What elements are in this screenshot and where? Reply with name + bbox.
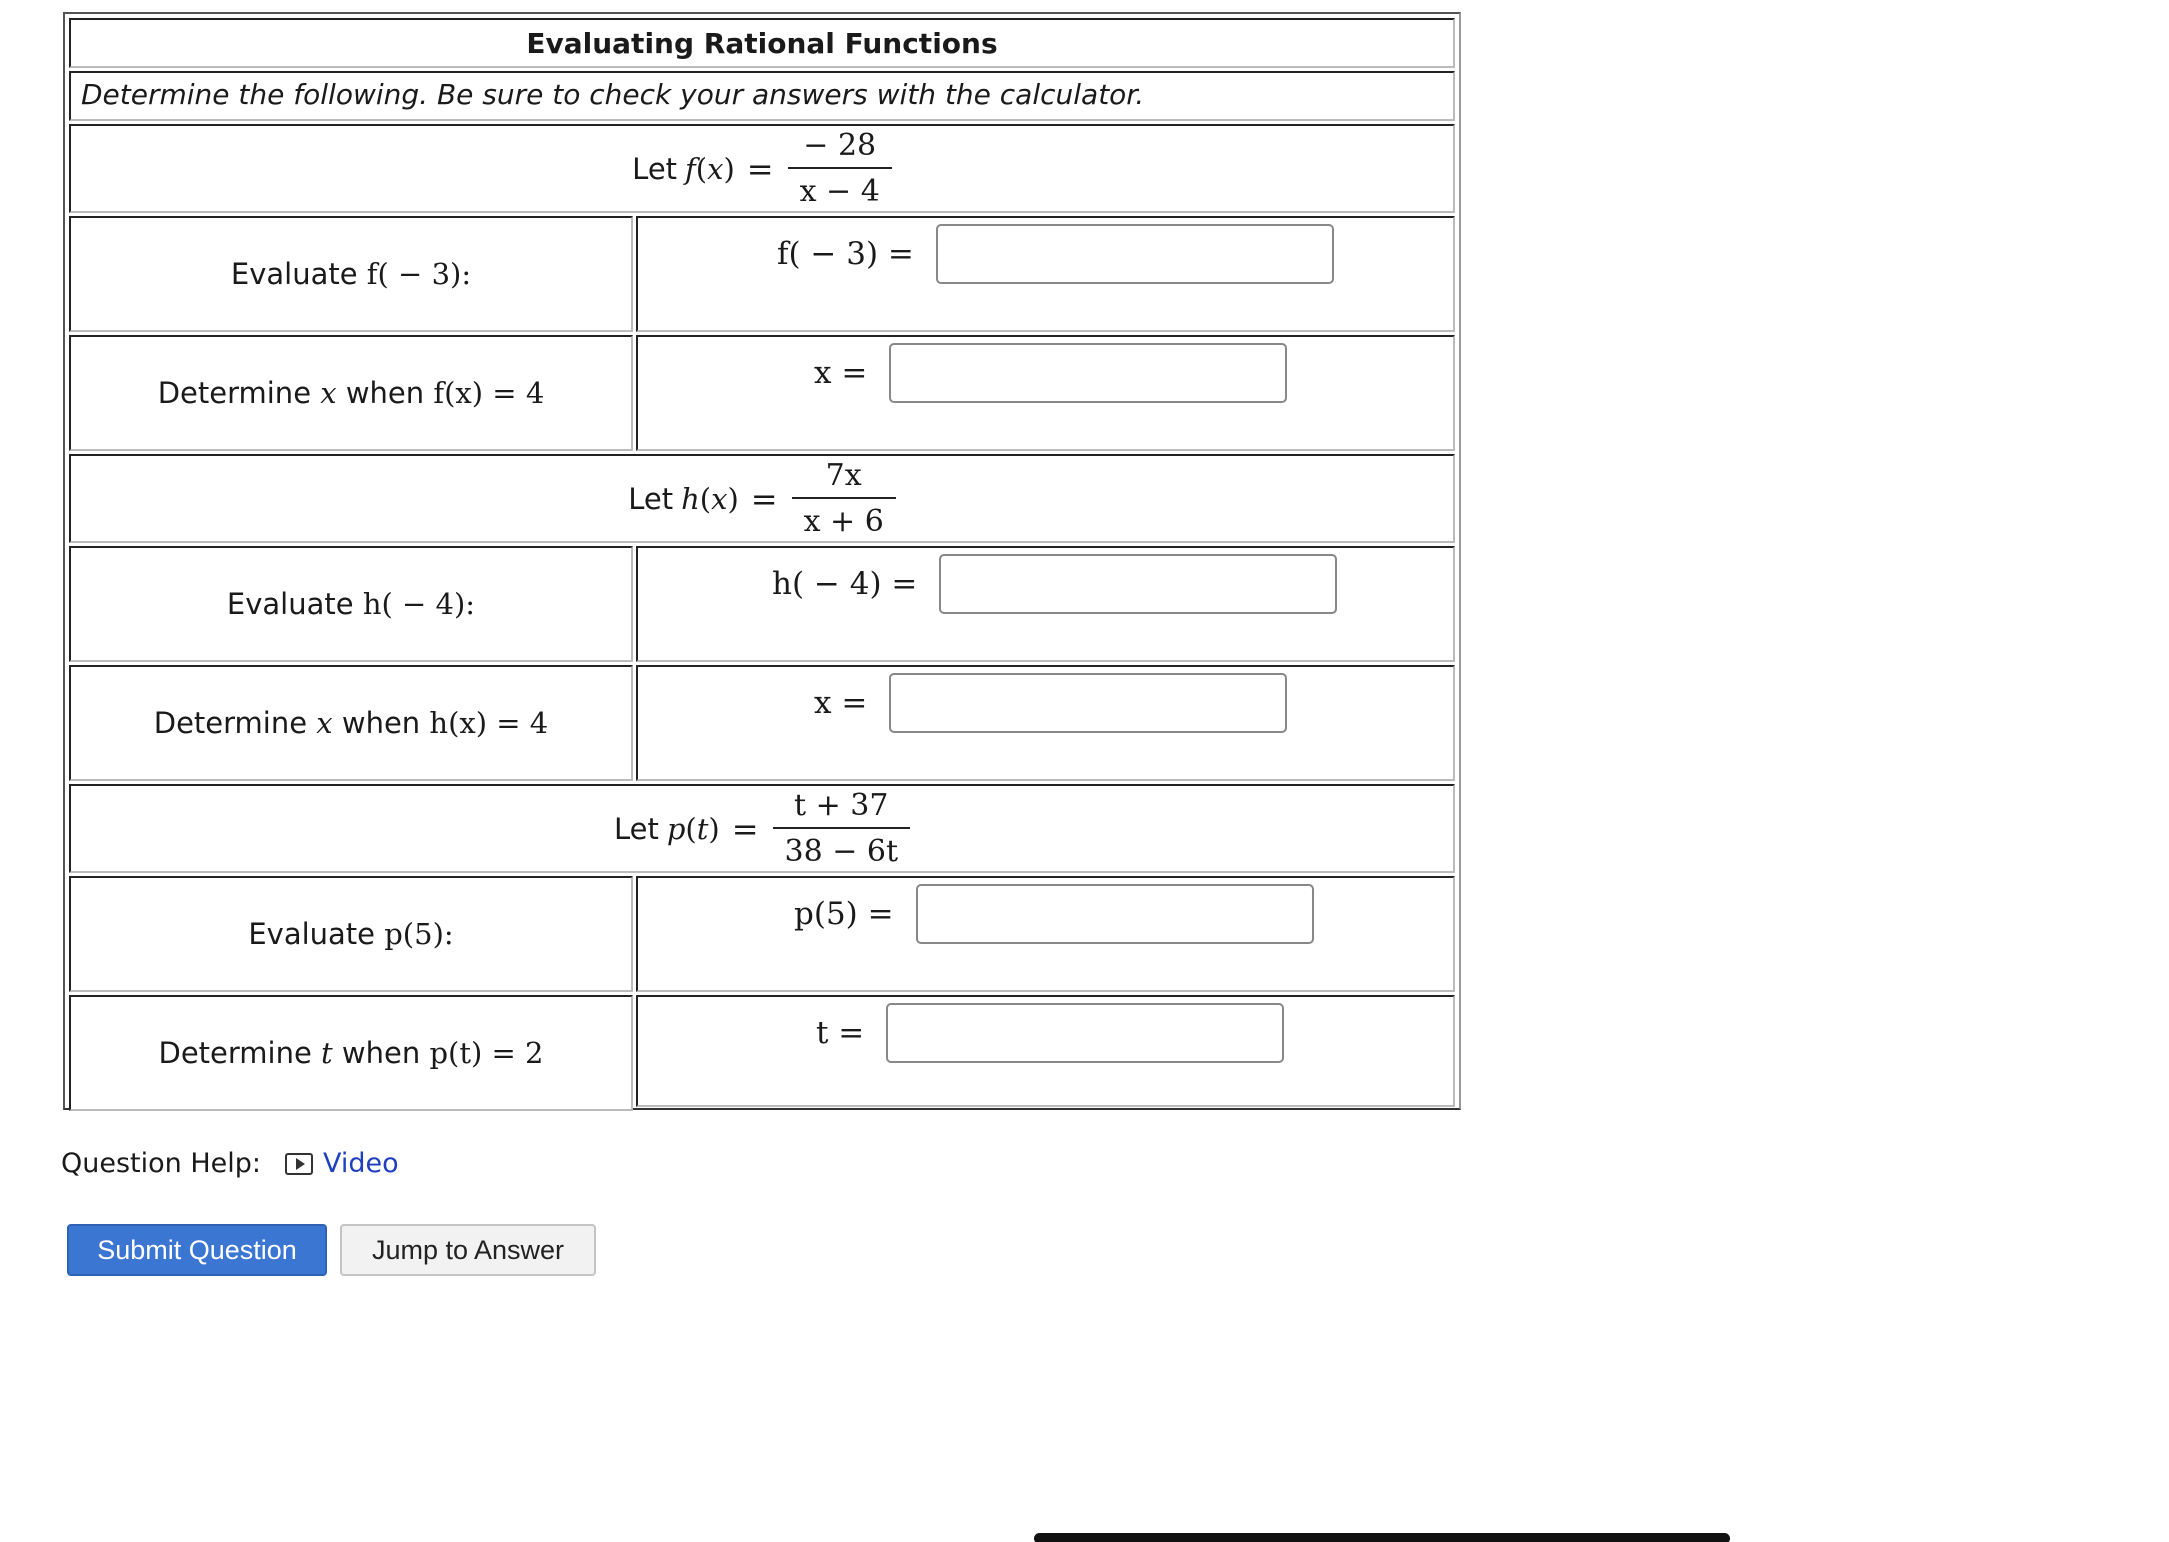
prompt-math: h(x) = 4	[429, 706, 549, 740]
function-name: h	[681, 481, 700, 516]
question-help-label: Question Help:	[61, 1148, 261, 1179]
prompt-var: x	[320, 376, 337, 410]
answer-lhs: x =	[814, 685, 868, 721]
answer-lhs: h( − 4) =	[772, 566, 918, 602]
function-p-definition: Let p ( t ) = $\frac{t + 37}{38 - 6t}$	[69, 784, 1455, 873]
answer-input-h-eval[interactable]	[939, 554, 1337, 614]
video-play-icon[interactable]	[285, 1153, 313, 1175]
answer-lhs: p(5) =	[794, 896, 894, 932]
prompt-evaluate-p	[69, 876, 633, 992]
prompt-var: x	[316, 706, 333, 740]
prompt-prefix: Evaluate	[248, 917, 376, 951]
function-var: x	[707, 151, 724, 186]
answer-row-p-solve	[816, 1003, 1284, 1063]
prompt-solve-p	[69, 995, 633, 1111]
denominator: x + 6	[792, 497, 896, 540]
answer-row-h-solve	[814, 673, 1287, 733]
prompt-prefix: Determine	[157, 376, 312, 410]
prompt-solve-f	[69, 335, 633, 451]
video-link[interactable]: Video	[323, 1148, 399, 1179]
prompt-prefix: Evaluate	[226, 587, 354, 621]
answer-lhs: x =	[814, 355, 868, 391]
prompt-mid: when	[341, 706, 421, 740]
denominator: 38 − 6t	[773, 827, 911, 870]
prompt-math: p(t) = 2	[429, 1036, 544, 1070]
prompt-math: h( − 4):	[362, 587, 476, 621]
answer-lhs: t =	[816, 1015, 865, 1051]
denominator: x − 4	[788, 167, 892, 210]
prompt-solve-h	[69, 665, 633, 781]
prompt-prefix: Determine	[153, 706, 308, 740]
function-f-definition: Let f ( x ) = $\frac{- 28}{x - 4}$	[69, 124, 1455, 213]
answer-row-f-eval	[777, 224, 1334, 284]
prompt-math: f( − 3):	[366, 257, 472, 291]
submit-question-button[interactable]: Submit Question	[67, 1224, 327, 1276]
function-h-definition: Let h ( x ) = $\frac{7x}{x + 6}$	[69, 454, 1455, 543]
let-label: Let	[628, 481, 674, 516]
answer-lhs: f( − 3) =	[777, 236, 914, 272]
numerator: 7x	[825, 457, 862, 493]
prompt-evaluate-f	[69, 216, 633, 332]
problem-title: Evaluating Rational Functions	[526, 26, 998, 60]
home-indicator-bar[interactable]	[1034, 1533, 1730, 1542]
prompt-prefix: Determine	[158, 1036, 312, 1070]
problem-title-cell	[69, 18, 1455, 68]
numerator: − 28	[803, 127, 877, 163]
function-h-fraction	[792, 458, 896, 540]
answer-input-p-eval[interactable]	[916, 884, 1314, 944]
answer-input-f-eval[interactable]	[936, 224, 1334, 284]
function-var: x	[711, 481, 728, 516]
instruction-cell	[69, 71, 1455, 121]
function-p-fraction	[773, 788, 911, 870]
function-f-fraction	[788, 128, 892, 210]
answer-input-h-solve[interactable]	[889, 673, 1287, 733]
answer-input-f-solve[interactable]	[889, 343, 1287, 403]
function-name: f	[685, 151, 696, 186]
prompt-evaluate-h	[69, 546, 633, 662]
prompt-math: f(x) = 4	[433, 376, 545, 410]
numerator: t + 37	[794, 787, 889, 823]
prompt-var: t	[321, 1036, 333, 1070]
prompt-mid: when	[341, 1036, 421, 1070]
jump-to-answer-button[interactable]: Jump to Answer	[340, 1224, 596, 1276]
prompt-mid: when	[345, 376, 425, 410]
answer-row-h-eval	[772, 554, 1337, 614]
instruction-text: Determine the following. Be sure to check your answers with the calculator.	[81, 78, 1145, 111]
let-label: Let	[632, 151, 678, 186]
prompt-prefix: Evaluate	[230, 257, 358, 291]
let-label: Let	[613, 811, 659, 846]
answer-row-p-eval	[794, 884, 1314, 944]
answer-input-p-solve[interactable]	[886, 1003, 1284, 1063]
function-var: t	[696, 811, 709, 846]
question-help	[61, 1148, 399, 1179]
prompt-math: p(5):	[384, 917, 454, 951]
answer-row-f-solve	[814, 343, 1287, 403]
function-name: p	[666, 811, 686, 846]
